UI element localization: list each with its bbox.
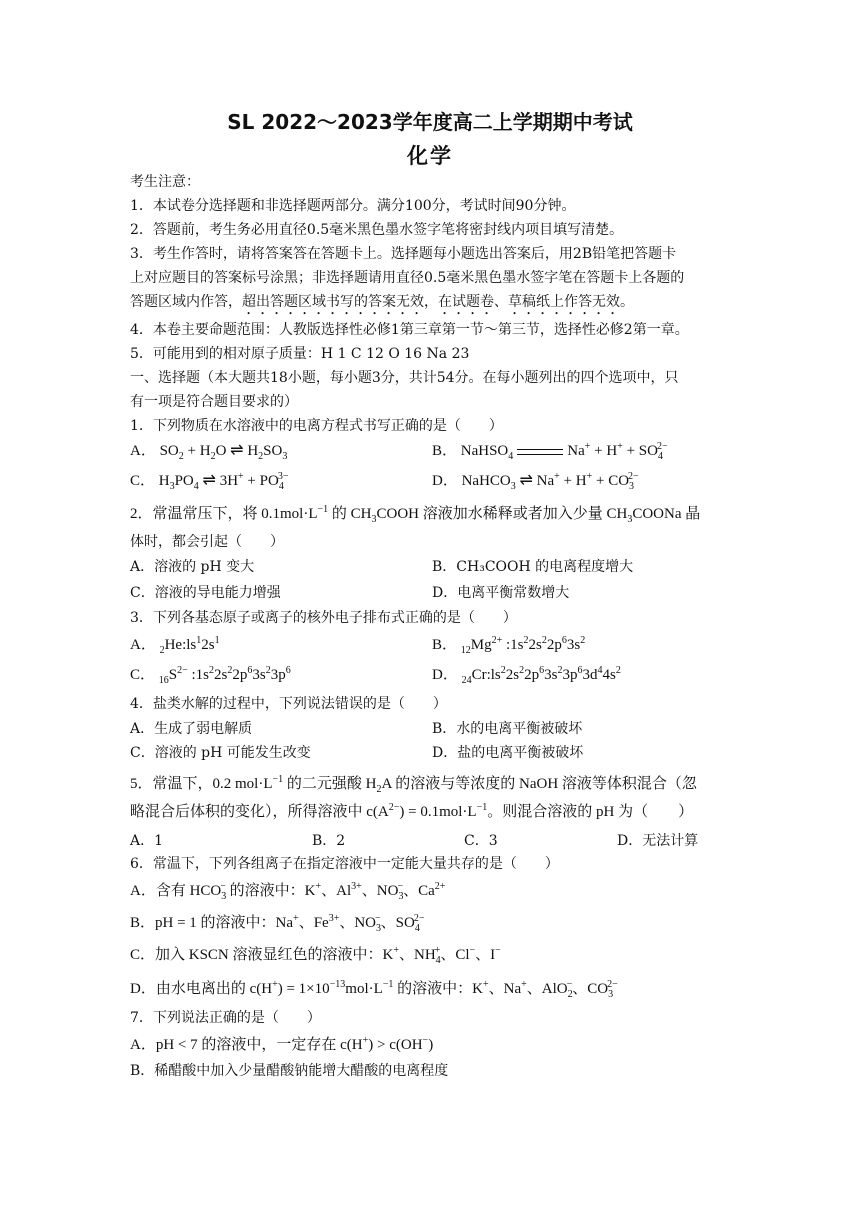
question-3-option-d: D． $_{24}Cr:ls^22s^22p^63s^23p^63d^44s^2$: [432, 665, 621, 686]
emphasis-text: 超出答题区域书写的答案无效，在试题卷、草稿纸上作答无效: [242, 294, 620, 310]
question-5-option-c: C．3: [464, 833, 498, 849]
question-1-option-a: A． $SO_2 + H_2O$ ⇌ $H_2SO_3$: [130, 442, 288, 462]
question-3-option-c: C． $_{16}S^{2-}$ $:1s^22s^22p^63s^23p^6$: [130, 665, 291, 686]
question-6-option-d: D．由水电离出的 $c(H^+) = 1\times 10^{-13}mol\cdot L^{-1}$ 的溶液中：K+、Na+、AlO$_2$−、$CO_3^{2-}$: [130, 979, 618, 1000]
question-5-option-d: D．无法计算: [617, 833, 699, 849]
question-4-option-a: A．生成了弱电解质: [130, 721, 253, 737]
section-heading-cont: 有一项是符合题目要求的）: [130, 394, 298, 410]
notice-heading: 考生注意：: [130, 174, 200, 190]
question-6-stem: 6．常温下，下列各组离子在指定溶液中一定能大量共存的是（ ）: [130, 856, 559, 872]
question-5-option-a: A．1: [130, 833, 164, 849]
question-2-stem-cont: 体时，都会引起（ ）: [130, 534, 284, 550]
question-7-option-b: B．稀醋酸中加入少量醋酸钠能增大醋酸的电离程度: [130, 1063, 449, 1079]
question-2-stem: 2．常温常压下，将 $0.1mol\cdot L^{-1}$ 的 $CH_3COOH$ 溶液加水稀释或者加入少量 $CH_3COONa$ 晶: [130, 504, 701, 525]
question-4-option-c: C．溶液的 pH 可能发生改变: [130, 745, 311, 761]
question-3-stem: 3．下列各基态原子或离子的核外电子排布式正确的是（ ）: [130, 610, 517, 626]
notice-item-4: 4．本卷主要命题范围：人教版选择性必修1第三章第一节～第三节，选择性必修2第一章。: [130, 322, 689, 338]
question-4-option-b: B．水的电离平衡被破坏: [432, 721, 583, 737]
question-6-option-b: B．pH = 1 的溶液中：Na+、$Fe^{3+}$、$NO_3^-$、$SO_4^{2-}$: [130, 913, 425, 934]
question-2-option-d: D．电离平衡常数增大: [432, 585, 570, 601]
question-2-option-c: C．溶液的导电能力增强: [130, 585, 281, 601]
question-1-option-c: C． $H_3PO_4$ ⇌ $3H^+ + PO_4^{3-}$: [130, 471, 289, 492]
notice-item-2: 2．答题前，考生务必用直径0.5毫米黑色墨水签字笔将密封线内项目填写清楚。: [130, 222, 624, 238]
exam-title: SL 2022～2023学年度高二上学期期中考试: [227, 110, 633, 134]
notice-item-1: 1．本试卷分选择题和非选择题两部分。满分100分，考试时间90分钟。: [130, 198, 576, 214]
question-6-option-a: A．含有 $HCO_3^-$ 的溶液中：K+、$Al^{3+}$、$NO_3^-$、$Ca^{2+}$: [130, 881, 446, 902]
question-6-option-c: C．加入 KSCN 溶液显红色的溶液中：K+、$NH_4^+$、Cl−、I−: [130, 945, 501, 966]
notice-item-3: 3．考生作答时，请将答案答在答题卡上。选择题每小题选出答案后，用2B铅笔把答题卡: [130, 246, 677, 262]
question-1-option-b: B． NaHSO$_4$ $Na^+ + H^+ + SO_4^{2-}$: [432, 441, 668, 462]
question-3-option-a: A． $_2He:ls^12s^1$: [130, 635, 220, 656]
question-2-option-b: B．CH₃COOH 的电离程度增大: [432, 559, 634, 575]
question-1-stem: 1．下列物质在水溶液中的电离方程式书写正确的是（ ）: [130, 418, 503, 434]
question-4-stem: 4．盐类水解的过程中，下列说法错误的是（ ）: [130, 696, 447, 712]
notice-item-3-end: 答题区域内作答，超出答题区域书写的答案无效，在试题卷、草稿纸上作答无效。: [130, 294, 634, 310]
question-5-option-b: B．2: [312, 833, 346, 849]
section-heading: 一、选择题（本大题共18小题，每小题3分，共计54分。在每小题列出的四个选项中，只: [130, 370, 679, 386]
notice-item-5: 5．可能用到的相对原子质量：H 1 C 12 O 16 Na 23: [130, 346, 470, 362]
question-7-stem: 7．下列说法正确的是（ ）: [130, 1010, 321, 1026]
question-5-stem: 5．常温下，0.2 $mol\cdot L^{-1}$ 的二元强酸 $H_2A$ 的溶液与等浓度的 NaOH 溶液等体积混合（忽: [130, 774, 697, 795]
subject-title: 化学: [407, 144, 453, 168]
question-5-stem-cont: 略混合后体积的变化），所得溶液中 $c(A^{2-}) = 0.1mol\cdot L^{-1}$。则混合溶液的 pH 为（ ）: [130, 802, 694, 820]
notice-item-3-cont: 上对应题目的答案标号涂黑；非选择题请用直径0.5毫米黑色墨水签字笔在答题卡上各题的: [130, 270, 685, 286]
question-2-option-a: A．溶液的 pH 变大: [130, 559, 255, 575]
question-1-option-d: D． NaHCO$_3$ ⇌ $Na^+ + H^+ + CO_3^{2-}$: [432, 471, 639, 492]
question-4-option-d: D．盐的电离平衡被破坏: [432, 745, 584, 761]
question-7-option-a: A．pH < 7 的溶液中，一定存在 c(H+) > c(OH−): [130, 1035, 434, 1053]
question-3-option-b: B． $_{12}Mg^{2+}$ $:1s^22s^22p^63s^2$: [432, 635, 586, 656]
